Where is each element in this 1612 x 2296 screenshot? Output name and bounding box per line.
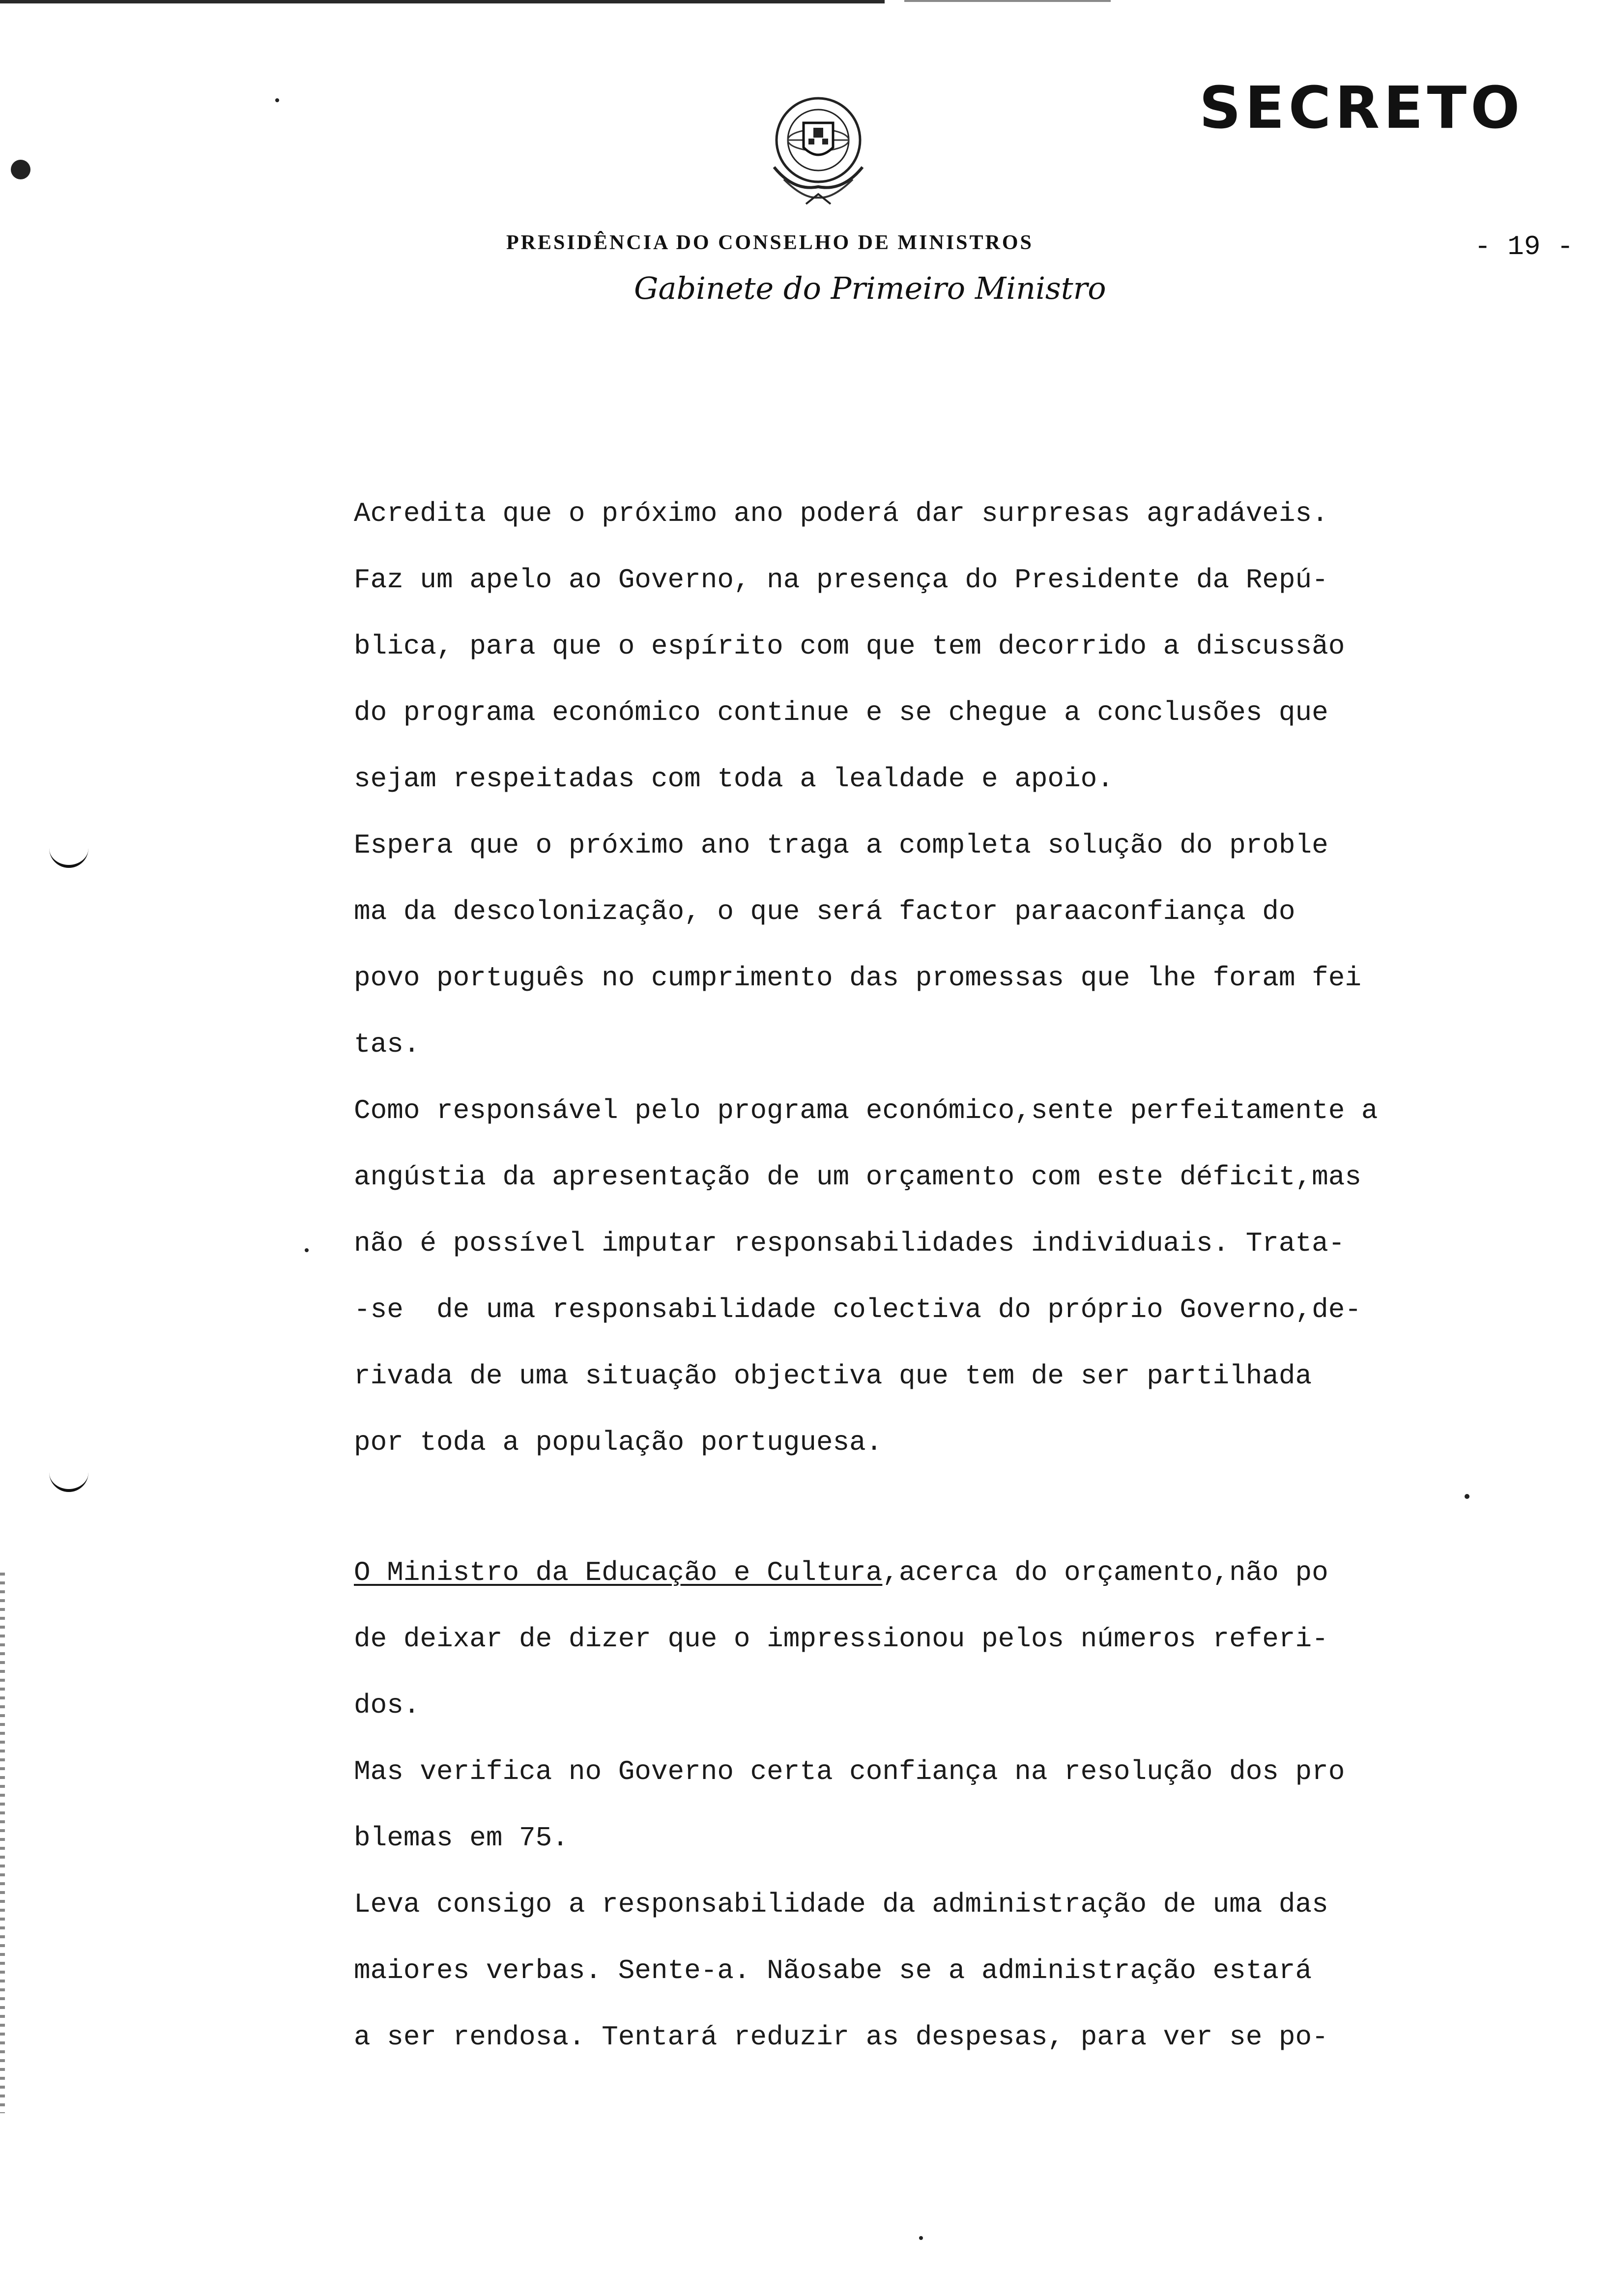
text-line: blica, para que o espírito com que tem decorrido a discussão xyxy=(354,631,1345,662)
speck-mark xyxy=(919,2236,923,2240)
secret-stamp: SECRETO xyxy=(1199,74,1524,142)
text-line: a ser rendosa. Tentará reduzir as despesas, para ver se po- xyxy=(354,2021,1328,2053)
text-line: Leva consigo a responsabilidade da administração de uma das xyxy=(354,1889,1328,1920)
text-line: -se de uma responsabilidade colectiva do próprio Governo,de- xyxy=(354,1294,1361,1325)
margin-curve-mark xyxy=(49,845,88,868)
text-line: sejam respeitadas com toda a lealdade e apoio. xyxy=(354,763,1114,795)
text-line: Faz um apelo ao Governo, na presença do Presidente da Repú- xyxy=(354,564,1328,596)
text-line: por toda a população portuguesa. xyxy=(354,1427,883,1458)
paragraph-gap xyxy=(354,1492,1465,1555)
text-line: povo português no cumprimento das promessas que lhe foram fei xyxy=(354,962,1361,994)
text-line: Mas verifica no Governo certa confiança na resolução dos pro xyxy=(354,1756,1345,1787)
margin-curve-mark xyxy=(49,1469,88,1492)
left-margin-binding-marks xyxy=(0,1573,5,2113)
text-line: Acredita que o próximo ano poderá dar surpresas agradáveis. xyxy=(354,498,1328,529)
text-line: rivada de uma situação objectiva que tem de ser partilhada xyxy=(354,1360,1312,1392)
page-number: - 19 - xyxy=(1474,231,1574,262)
body-text xyxy=(354,496,1465,2086)
text-line: dos. xyxy=(354,1690,420,1721)
speck-mark xyxy=(305,1248,309,1252)
text-line: maiores verbas. Sente-a. Nãosabe se a administração estará xyxy=(354,1955,1312,1986)
speck-mark xyxy=(275,98,279,102)
text-line: de deixar de dizer que o impressionou pelos números referi- xyxy=(354,1623,1328,1655)
text-line: ma da descolonização, o que será factor paraaconfiança do xyxy=(354,896,1295,927)
text-line: Espera que o próximo ano traga a completa solução do proble xyxy=(354,830,1328,861)
text-line: tas. xyxy=(354,1029,420,1060)
header-subtitle: Gabinete do Primeiro Ministro xyxy=(634,270,1106,306)
text-line: do programa económico continue e se chegue a conclusões que xyxy=(354,697,1328,728)
text-line: angústia da apresentação de um orçamento com este déficit,mas xyxy=(354,1161,1361,1193)
top-edge-rule xyxy=(0,0,885,3)
ink-blot-mark xyxy=(11,160,30,179)
text-line-speaker xyxy=(354,1555,1465,1622)
text-line: blemas em 75. xyxy=(354,1822,569,1854)
header-title: PRESIDÊNCIA DO CONSELHO DE MINISTROS xyxy=(506,231,1034,254)
speck-mark xyxy=(1465,1494,1469,1499)
text-line: não é possível imputar responsabilidades individuais. Trata- xyxy=(354,1228,1345,1259)
speaker-name: O Ministro da Educação e Cultura xyxy=(354,1557,883,1588)
top-edge-rule-faint xyxy=(904,0,1111,2)
coat-of-arms-seal-icon xyxy=(764,93,872,209)
speaker-line-rest: ,acerca do orçamento,não po xyxy=(882,1557,1328,1588)
text-line: Como responsável pelo programa económico,sente perfeitamente a xyxy=(354,1095,1378,1126)
